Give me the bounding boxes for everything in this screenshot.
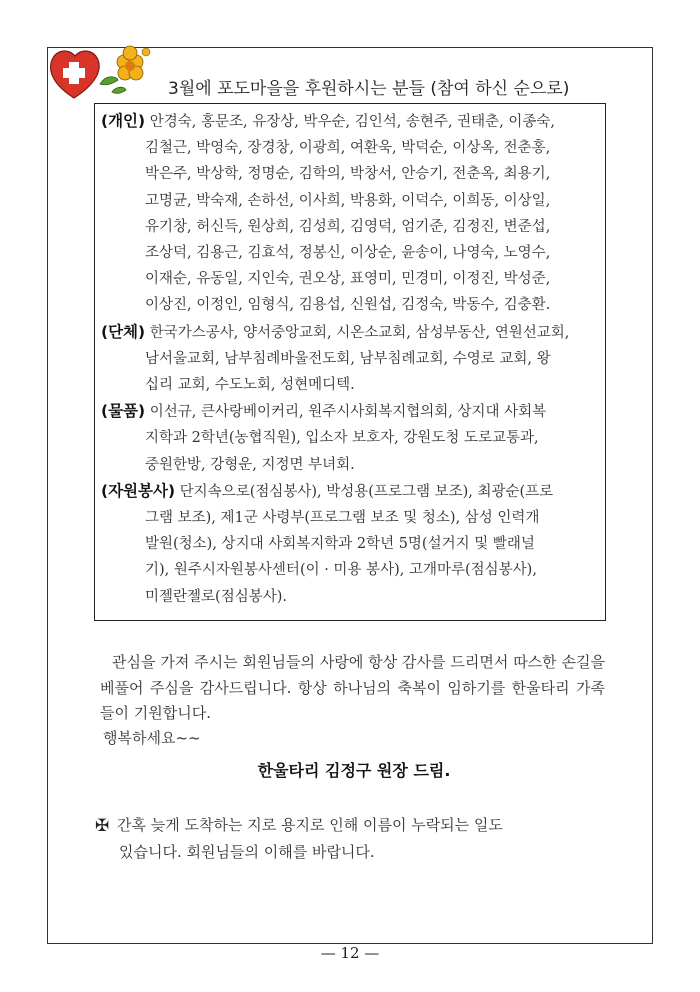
section-line: 조상덕, 김용근, 김효석, 정봉신, 이상순, 윤송이, 나영숙, 노영수, — [145, 245, 551, 262]
section-line: 김철근, 박영숙, 장경창, 이광희, 여환욱, 박덕순, 이상옥, 전춘홍, — [145, 140, 551, 157]
signature: 한울타리 김정구 원장 드림. — [257, 761, 451, 780]
notice-line: 있습니다. 회원님들의 이해를 바랍니다. — [119, 843, 375, 861]
thanks-paragraph: 관심을 가져 주시는 회원님들의 사랑에 항상 감사를 드리면서 따스한 손길을 베풀어 주심을 감사드립니다. 항상 하나님의 축복이 임하기를 한울타리 가족들이 기원합니다. — [100, 653, 605, 722]
section-line: 이재순, 유동일, 지인숙, 권오상, 표영미, 민경미, 이정진, 박성준, — [145, 271, 551, 288]
section-line: 박은주, 박상학, 정명순, 김학의, 박창서, 안승기, 전춘옥, 최용기, — [145, 166, 551, 183]
greeting: 행복하세요~~ — [103, 729, 201, 747]
section-label: (자원봉사) — [101, 481, 176, 500]
section-line: 발원(청소), 상지대 사회복지학과 2학년 5명(설거지 및 빨래널 — [145, 536, 535, 553]
section-line: 고명균, 박숙재, 손하선, 이사희, 박용화, 이덕수, 이희동, 이상일, — [145, 192, 551, 209]
section-group — [101, 319, 599, 399]
notice — [95, 812, 607, 865]
thanks-message — [100, 650, 605, 727]
section-line: 중원한방, 강형운, 지정면 부녀회. — [145, 456, 355, 473]
section-line: 기), 원주시자원봉사센터(이 · 미용 봉사), 고개마루(점심봉사), — [145, 562, 537, 579]
section-line: 이상진, 이정인, 임형식, 김용섭, 신원섭, 김정숙, 박동수, 김충환. — [145, 297, 551, 314]
section-line: 이선규, 큰사랑베이커리, 원주시사회복지협의회, 상지대 사회복 — [149, 404, 547, 421]
page-number-text: — 12 — — [315, 944, 386, 962]
section-label: (단체) — [101, 322, 146, 341]
section-label: (물품) — [101, 402, 146, 421]
maltese-cross-icon: ✠ — [95, 816, 110, 836]
section-line: 유기창, 허신득, 원상희, 김성희, 김영덕, 엄기준, 김정진, 변준섭, — [145, 218, 551, 235]
notice-line: 간혹 늦게 도착하는 지로 용지로 인해 이름이 누락되는 일도 — [117, 816, 503, 834]
page-title: 3월에 포도마을을 후원하시는 분들 (참여 하신 순으로) — [168, 79, 570, 99]
page-number — [0, 944, 700, 962]
section-line: 미젤란젤로(점심봉사). — [145, 588, 287, 605]
donor-list-box — [94, 103, 606, 621]
section-line: 단지속으로(점심봉사), 박성용(프로그램 보조), 최광순(프로 — [179, 483, 554, 500]
section-line: 한국가스공사, 양서중앙교회, 시온소교회, 삼성부동산, 연원선교회, — [149, 324, 570, 341]
section-goods — [101, 398, 599, 478]
section-line: 지학과 2학년(농협직원), 입소자 보호자, 강원도청 도로교통과, — [145, 430, 539, 447]
section-line: 그램 보조), 제1군 사령부(프로그램 보조 및 청소), 삼성 인력개 — [145, 510, 540, 527]
section-line: 안경숙, 홍문조, 유장상, 박우순, 김인석, 송현주, 권태춘, 이종숙, — [149, 114, 556, 130]
heart-flower-logo-icon — [46, 40, 156, 102]
section-volunteer — [101, 478, 599, 610]
section-line: 남서울교회, 남부침례바울전도회, 남부침례교회, 수영로 교회, 왕 — [145, 350, 551, 367]
section-line: 십리 교회, 수도노회, 성현메디텍. — [145, 377, 355, 394]
section-individual — [101, 108, 599, 319]
section-label: (개인) — [101, 112, 146, 130]
